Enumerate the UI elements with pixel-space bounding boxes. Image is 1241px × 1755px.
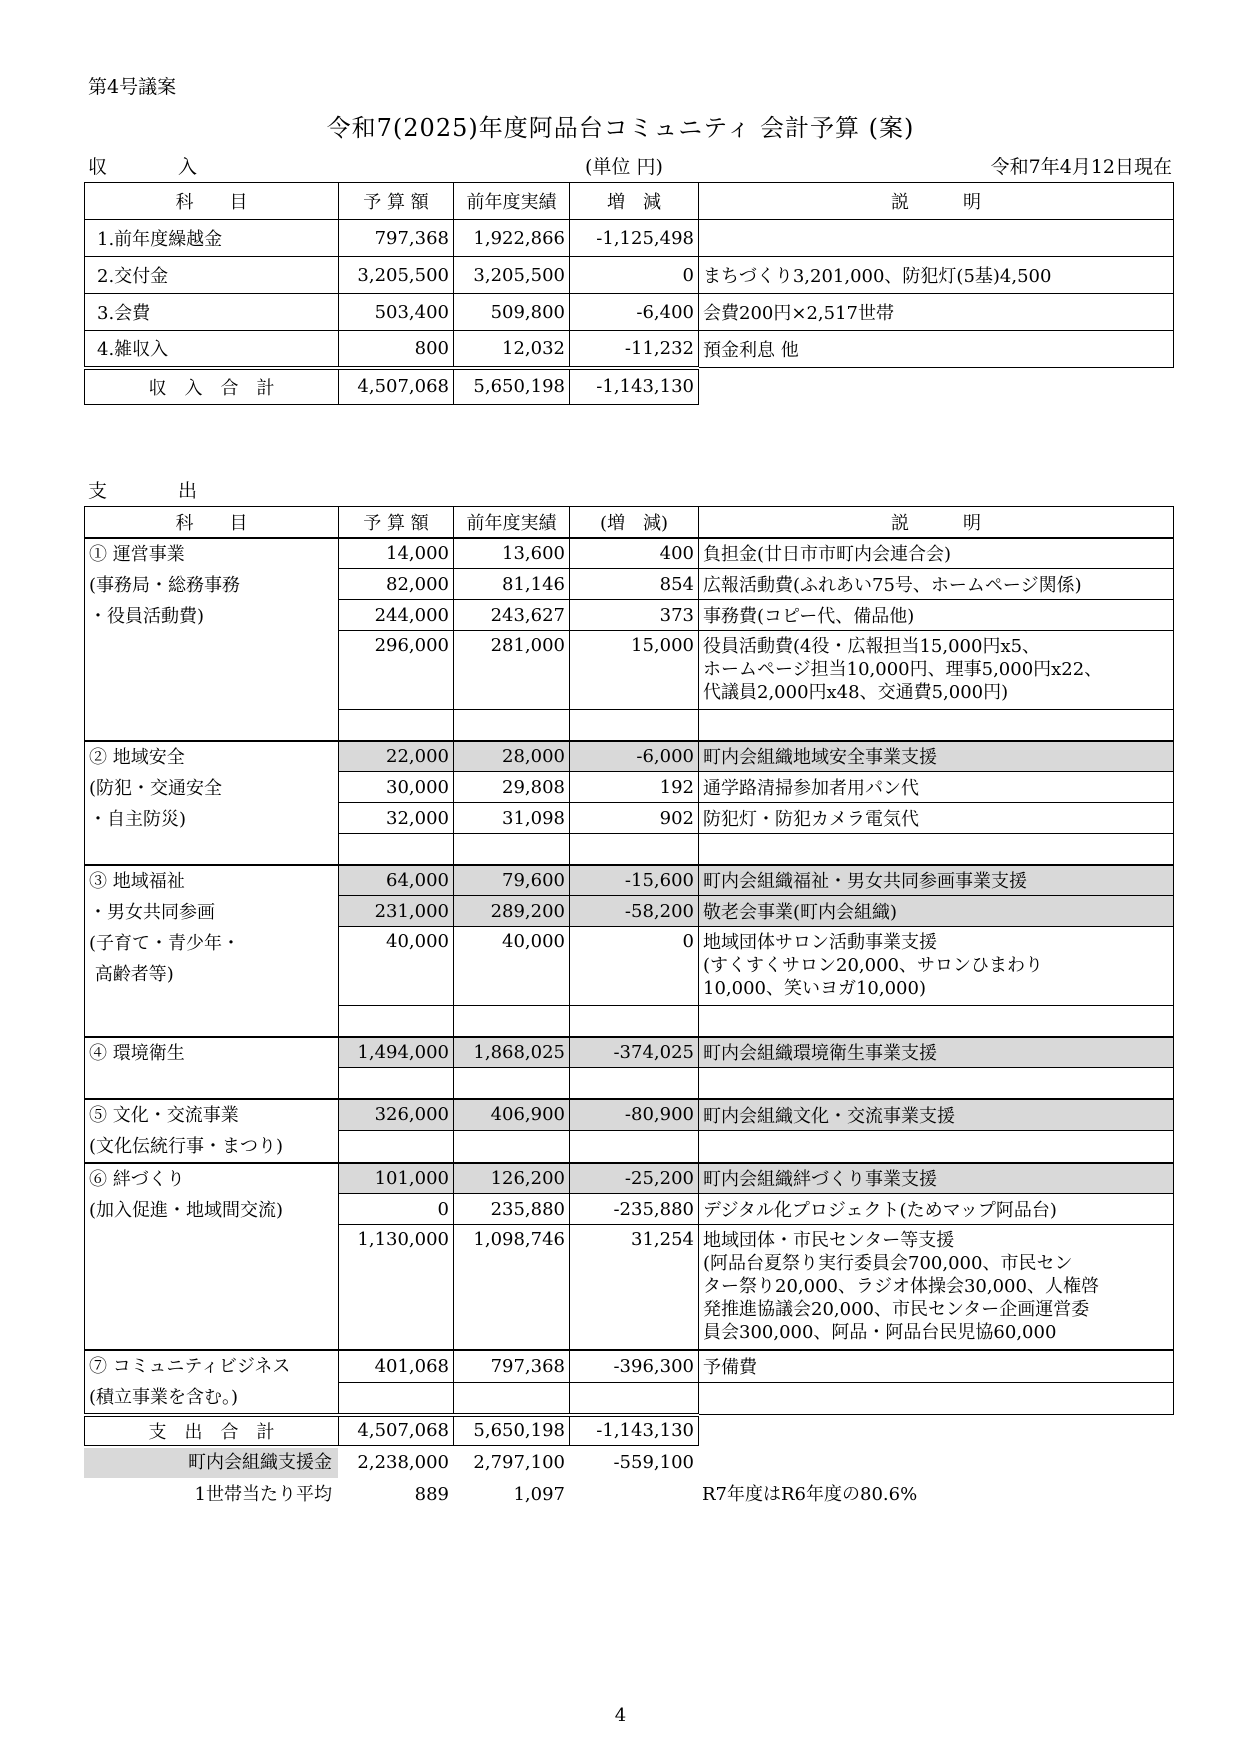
expense-budget: 1,494,000 <box>339 1037 454 1068</box>
expense-prev <box>454 1131 570 1163</box>
expense-note: 広報活動費(ふれあい75号、ホームページ関係) <box>699 569 1174 600</box>
expense-budget: 231,000 <box>339 896 454 927</box>
avg-prev: 1,097 <box>513 1484 565 1505</box>
expense-note: 地域団体サロン活動事業支援 (すくすくサロン20,000、サロンひまわり 10,000、笑いヨガ10,000) <box>699 927 1174 1006</box>
agenda-number: 第4号議案 <box>88 76 177 98</box>
income-table <box>84 182 1174 405</box>
expense-row <box>85 741 1174 772</box>
expense-note <box>699 710 1174 741</box>
expense-prev: 281,000 <box>454 631 570 710</box>
avg-note: R7年度はR6年度の80.6% <box>702 1484 918 1505</box>
income-budget: 797,368 <box>339 220 454 257</box>
expense-budget: 326,000 <box>339 1099 454 1131</box>
income-header-row <box>85 183 1174 220</box>
expense-category: ⑦ コミュニティビジネス (積立事業を含む。) <box>85 1350 339 1415</box>
expense-diff: -25,200 <box>570 1163 699 1194</box>
support-label: 町内会組織支援金 <box>84 1448 338 1478</box>
expense-prev: 1,098,746 <box>454 1225 570 1350</box>
expense-prev <box>454 1068 570 1099</box>
expense-diff: 0 <box>570 927 699 1006</box>
expense-diff: 373 <box>570 600 699 631</box>
expense-diff: -6,000 <box>570 741 699 772</box>
expense-diff: -235,880 <box>570 1194 699 1225</box>
expense-diff <box>570 1006 699 1037</box>
expense-category: ⑥ 絆づくり (加入促進・地域間交流) <box>85 1163 339 1350</box>
expense-header-cell: 予 算 額 <box>339 507 454 538</box>
expense-header-cell: (増 減) <box>570 507 699 538</box>
income-diff: -11,232 <box>570 331 699 368</box>
expense-budget: 64,000 <box>339 865 454 896</box>
income-total-prev: 5,650,198 <box>454 368 570 405</box>
expense-budget: 401,068 <box>339 1350 454 1383</box>
expense-prev: 126,200 <box>454 1163 570 1194</box>
income-prev: 12,032 <box>454 331 570 368</box>
expense-diff <box>570 1131 699 1163</box>
expense-note: 町内会組織福祉・男女共同参画事業支援 <box>699 865 1174 896</box>
expense-budget <box>339 1006 454 1037</box>
expense-note: 町内会組織文化・交流事業支援 <box>699 1099 1174 1131</box>
expense-prev: 797,368 <box>454 1350 570 1383</box>
income-note <box>699 220 1174 257</box>
expense-table <box>84 506 1174 1446</box>
expense-budget: 82,000 <box>339 569 454 600</box>
income-row <box>85 331 1174 368</box>
expense-diff: -396,300 <box>570 1350 699 1383</box>
income-section-label: 収 入 <box>88 156 224 178</box>
expense-note: 防犯灯・防犯カメラ電気代 <box>699 803 1174 834</box>
expense-note <box>699 834 1174 865</box>
income-prev: 1,922,866 <box>454 220 570 257</box>
expense-note: 地域団体・市民センター等支援 (阿品台夏祭り実行委員会700,000、市民セン ター祭り20,000、ラジオ体操会30,000、人権啓 発推進協議会20,000、市民センター企画運営委 員会300,000、阿品・阿品台民児協60,000 <box>699 1225 1174 1350</box>
expense-row <box>85 1163 1174 1194</box>
income-note: 会費200円×2,517世帯 <box>699 294 1174 331</box>
support-total-row <box>84 1448 706 1478</box>
expense-section-label: 支 出 <box>88 480 224 502</box>
expense-note: 負担金(廿日市市町内会連合会) <box>699 538 1174 569</box>
expense-header-row <box>85 507 1174 538</box>
expense-note: 予備費 <box>699 1350 1174 1383</box>
expense-total-label: 支 出 合 計 <box>85 1415 339 1446</box>
expense-note: 敬老会事業(町内会組織) <box>699 896 1174 927</box>
income-prev: 3,205,500 <box>454 257 570 294</box>
expense-prev: 235,880 <box>454 1194 570 1225</box>
income-row <box>85 257 1174 294</box>
expense-category: ④ 環境衛生 <box>85 1037 339 1099</box>
as-of-date: 令和7年4月12日現在 <box>990 156 1172 178</box>
expense-budget: 1,130,000 <box>339 1225 454 1350</box>
expense-diff: 31,254 <box>570 1225 699 1350</box>
expense-budget: 30,000 <box>339 772 454 803</box>
expense-diff: 15,000 <box>570 631 699 710</box>
expense-prev: 29,808 <box>454 772 570 803</box>
expense-category: ③ 地域福祉 ・男女共同参画 (子育て・青少年・ 高齢者等) <box>85 865 339 1037</box>
income-total-budget: 4,507,068 <box>339 368 454 405</box>
income-total-diff: -1,143,130 <box>570 368 699 405</box>
expense-diff <box>570 710 699 741</box>
income-diff: -6,400 <box>570 294 699 331</box>
expense-budget <box>339 1131 454 1163</box>
expense-header-cell: 前年度実績 <box>454 507 570 538</box>
expense-budget: 0 <box>339 1194 454 1225</box>
income-budget: 503,400 <box>339 294 454 331</box>
expense-total-row <box>85 1415 1174 1446</box>
income-note: 預金利息 他 <box>699 331 1174 368</box>
expense-prev <box>454 1382 570 1415</box>
expense-prev: 406,900 <box>454 1099 570 1131</box>
expense-note: 通学路清掃参加者用パン代 <box>699 772 1174 803</box>
income-item: 3.会費 <box>85 294 339 331</box>
support-prev: 2,797,100 <box>473 1452 565 1473</box>
expense-note <box>699 1068 1174 1099</box>
income-header-cell: 増 減 <box>570 183 699 220</box>
expense-budget <box>339 1068 454 1099</box>
expense-row <box>85 865 1174 896</box>
expense-header-cell: 説 明 <box>699 507 1174 538</box>
expense-note: 役員活動費(4役・広報担当15,000円x5、 ホームページ担当10,000円、理事5,000円x22、 代議員2,000円x48、交通費5,000円) <box>699 631 1174 710</box>
income-row <box>85 220 1174 257</box>
expense-row <box>85 1037 1174 1068</box>
expense-note: 事務費(コピー代、備品他) <box>699 600 1174 631</box>
expense-prev: 81,146 <box>454 569 570 600</box>
avg-label: 1世帯当たり平均 <box>194 1484 332 1505</box>
expense-prev: 79,600 <box>454 865 570 896</box>
expense-category: ① 運営事業 (事務局・総務事務 ・役員活動費) <box>85 538 339 741</box>
expense-note: 町内会組織環境衛生事業支援 <box>699 1037 1174 1068</box>
expense-row <box>85 1350 1174 1383</box>
expense-diff: -374,025 <box>570 1037 699 1068</box>
expense-prev: 289,200 <box>454 896 570 927</box>
expense-note <box>699 1006 1174 1037</box>
expense-category: ⑤ 文化・交流事業 (文化伝統行事・まつり) <box>85 1099 339 1163</box>
income-diff: -1,125,498 <box>570 220 699 257</box>
expense-prev: 40,000 <box>454 927 570 1006</box>
income-header-cell: 予 算 額 <box>339 183 454 220</box>
expense-header-cell: 科 目 <box>85 507 339 538</box>
expense-diff <box>570 1382 699 1415</box>
income-prev: 509,800 <box>454 294 570 331</box>
expense-budget: 101,000 <box>339 1163 454 1194</box>
income-total-label: 収 入 合 計 <box>85 368 339 405</box>
avg-per-household-row <box>84 1480 1174 1510</box>
income-note: まちづくり3,201,000、防犯灯(5基)4,500 <box>699 257 1174 294</box>
expense-prev: 13,600 <box>454 538 570 569</box>
expense-row <box>85 1099 1174 1131</box>
expense-prev <box>454 834 570 865</box>
expense-prev: 28,000 <box>454 741 570 772</box>
expense-prev: 243,627 <box>454 600 570 631</box>
expense-budget: 40,000 <box>339 927 454 1006</box>
income-item: 4.雑収入 <box>85 331 339 368</box>
expense-diff: 192 <box>570 772 699 803</box>
expense-budget: 32,000 <box>339 803 454 834</box>
unit-label: (単位 円) <box>585 156 663 178</box>
expense-total-diff: -1,143,130 <box>570 1415 699 1446</box>
income-budget: 3,205,500 <box>339 257 454 294</box>
expense-prev: 1,868,025 <box>454 1037 570 1068</box>
expense-diff: 400 <box>570 538 699 569</box>
expense-budget: 244,000 <box>339 600 454 631</box>
expense-budget <box>339 710 454 741</box>
income-header-cell: 前年度実績 <box>454 183 570 220</box>
income-item: 2.交付金 <box>85 257 339 294</box>
expense-budget <box>339 834 454 865</box>
expense-total-blank <box>699 1415 1174 1446</box>
expense-diff: -15,600 <box>570 865 699 896</box>
expense-prev <box>454 1006 570 1037</box>
income-diff: 0 <box>570 257 699 294</box>
expense-prev <box>454 710 570 741</box>
expense-total-budget: 4,507,068 <box>339 1415 454 1446</box>
expense-note: 町内会組織絆づくり事業支援 <box>699 1163 1174 1194</box>
income-budget: 800 <box>339 331 454 368</box>
income-header-cell: 説 明 <box>699 183 1174 220</box>
expense-diff: 854 <box>570 569 699 600</box>
income-total-blank <box>699 368 1174 405</box>
expense-note: 町内会組織地域安全事業支援 <box>699 741 1174 772</box>
expense-budget: 296,000 <box>339 631 454 710</box>
page-title: 令和7(2025)年度阿品台コミュニティ 会計予算 (案) <box>326 114 915 142</box>
page-number: 4 <box>614 1705 627 1726</box>
income-header-cell: 科 目 <box>85 183 339 220</box>
expense-diff: -58,200 <box>570 896 699 927</box>
expense-diff: -80,900 <box>570 1099 699 1131</box>
expense-budget <box>339 1382 454 1415</box>
expense-budget: 22,000 <box>339 741 454 772</box>
support-diff: -559,100 <box>613 1452 694 1473</box>
expense-budget: 14,000 <box>339 538 454 569</box>
expense-note: デジタル化プロジェクト(ためマップ阿品台) <box>699 1194 1174 1225</box>
expense-diff <box>570 1068 699 1099</box>
expense-total-prev: 5,650,198 <box>454 1415 570 1446</box>
expense-note <box>699 1131 1174 1163</box>
support-budget: 2,238,000 <box>357 1452 449 1473</box>
expense-diff: 902 <box>570 803 699 834</box>
income-item: 1.前年度繰越金 <box>85 220 339 257</box>
avg-budget: 889 <box>414 1484 449 1505</box>
income-row <box>85 294 1174 331</box>
expense-category: ② 地域安全 (防犯・交通安全 ・自主防災) <box>85 741 339 865</box>
expense-row <box>85 538 1174 569</box>
expense-prev: 31,098 <box>454 803 570 834</box>
expense-note <box>699 1382 1174 1415</box>
expense-diff <box>570 834 699 865</box>
income-total-row <box>85 368 1174 405</box>
